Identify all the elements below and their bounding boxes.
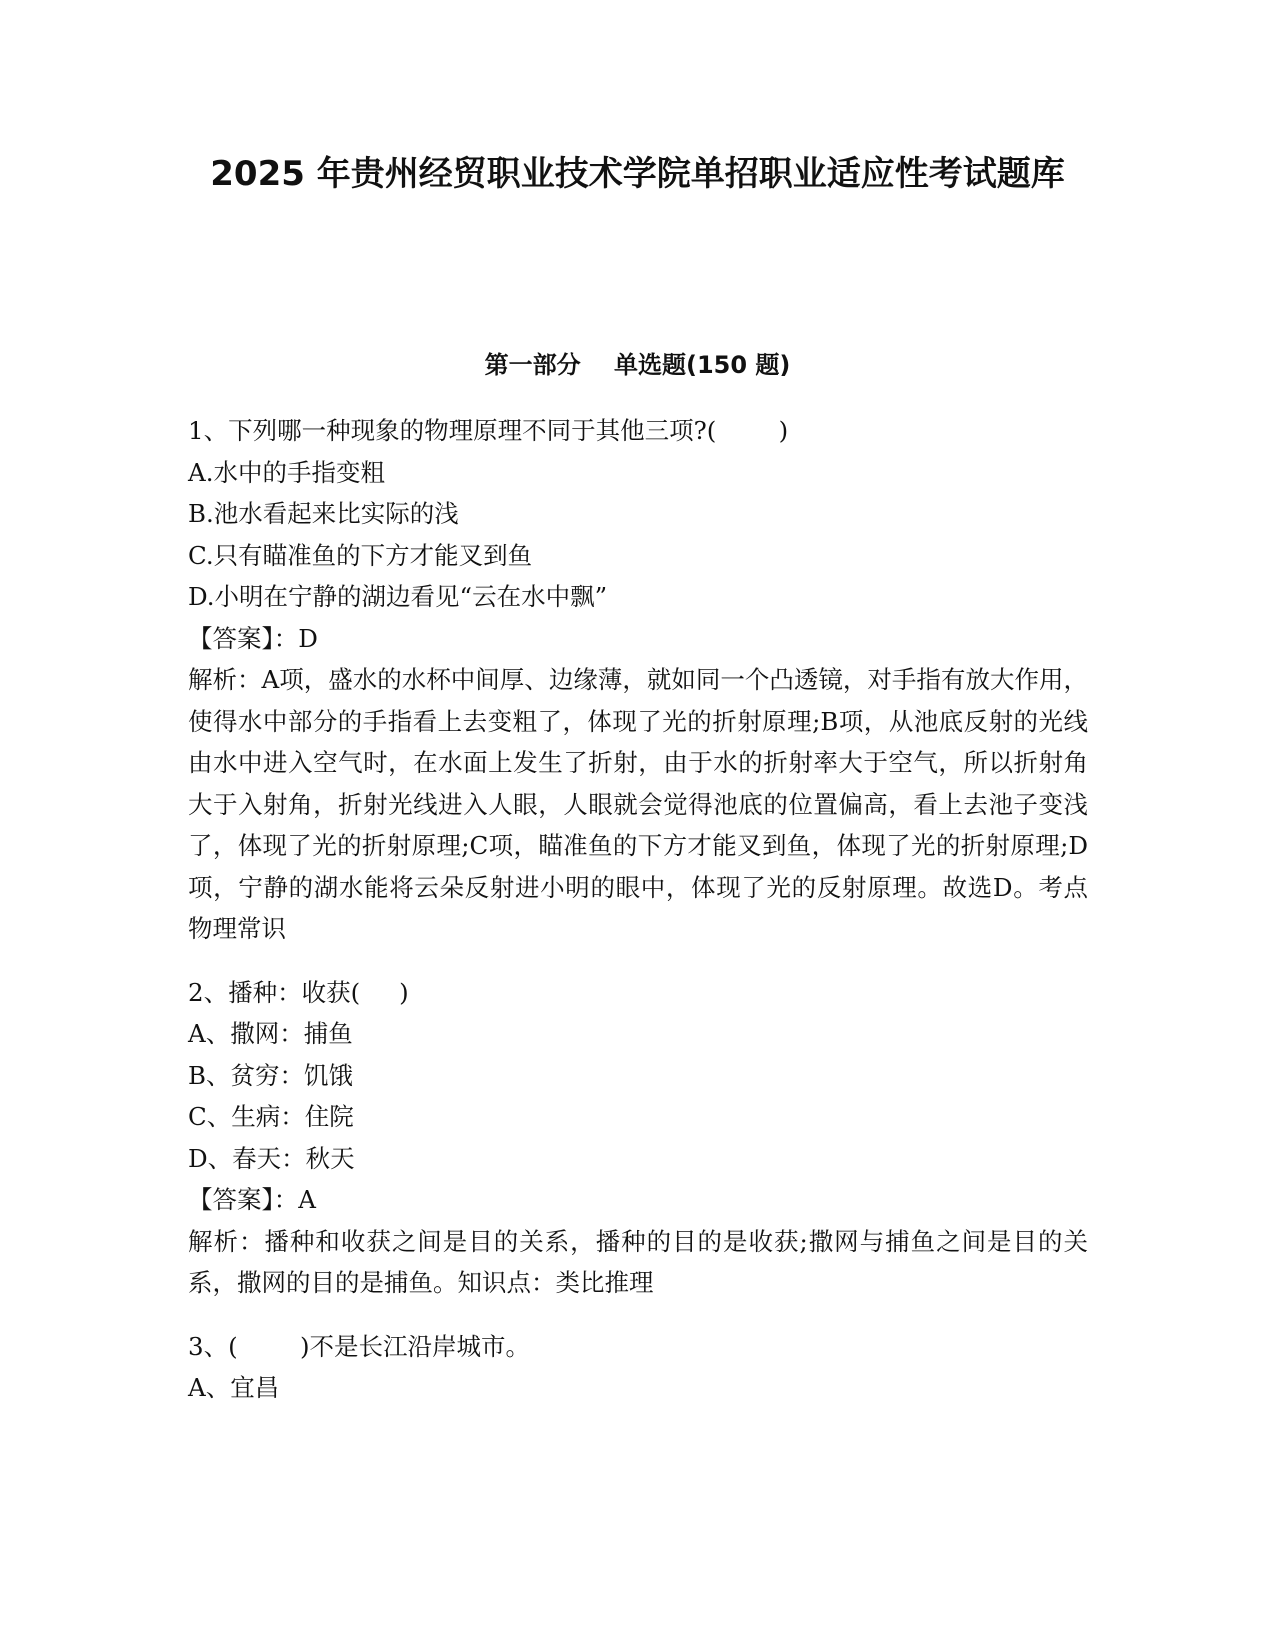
question-item (188, 1326, 1088, 1409)
question-option: D、春天：秋天 (188, 1143, 355, 1173)
question-list (188, 410, 1088, 1409)
question-item (188, 410, 1088, 950)
question-option: A.水中的手指变粗 (188, 457, 385, 487)
question-option: A、宜昌 (188, 1373, 280, 1402)
question-analysis: 解析：播种和收获之间是目的关系，播种的目的是收获;撒网与捕鱼之间是目的关系，撒网的目的是捕鱼。知识点：类比推理 (188, 1226, 1088, 1297)
question-option: B、贫穷：饥饿 (188, 1060, 354, 1090)
question-item (188, 972, 1088, 1304)
document-title: 2025 年贵州经贸职业技术学院单招职业适应性考试题库 (210, 154, 1065, 194)
question-answer: 【答案】：D (188, 623, 318, 653)
question-option: C.只有瞄准鱼的下方才能叉到鱼 (188, 540, 533, 570)
question-stem: 2、播种：收获( ) (188, 977, 409, 1007)
question-stem: 1、下列哪一种现象的物理原理不同于其他三项?( ) (188, 416, 789, 445)
question-analysis: 解析：A项，盛水的水杯中间厚、边缘薄，就如同一个凸透镜，对手指有放大作用，使得水中部分的手指看上去变粗了，体现了光的折射原理;B项，从池底反射的光线由水中进入空气时，在水面上发生了折射，由于水的折射率大于空气，所以折射角大于入射角，折射光线进入人眼，人眼就会觉得池底的位置偏高，看上去池子变浅了，体现了光的折射原理;C项，瞄准鱼的下方才能叉到鱼，体现了光的折射原理;D项，宁静的湖水能将云朵反射进小明的眼中，体现了光的反射原理。故选D。考点物理常识 (188, 665, 1088, 943)
question-option: C、生病：住院 (188, 1102, 354, 1131)
question-option: B.池水看起来比实际的浅 (188, 499, 459, 528)
question-answer: 【答案】：A (188, 1185, 316, 1214)
question-option: A、撒网：捕鱼 (188, 1019, 353, 1048)
section-title: 第一部分 单选题(150 题) (484, 351, 791, 379)
question-stem: 3、( )不是长江沿岸城市。 (188, 1331, 531, 1361)
question-option: D.小明在宁静的湖边看见“云在水中飘” (188, 582, 608, 611)
